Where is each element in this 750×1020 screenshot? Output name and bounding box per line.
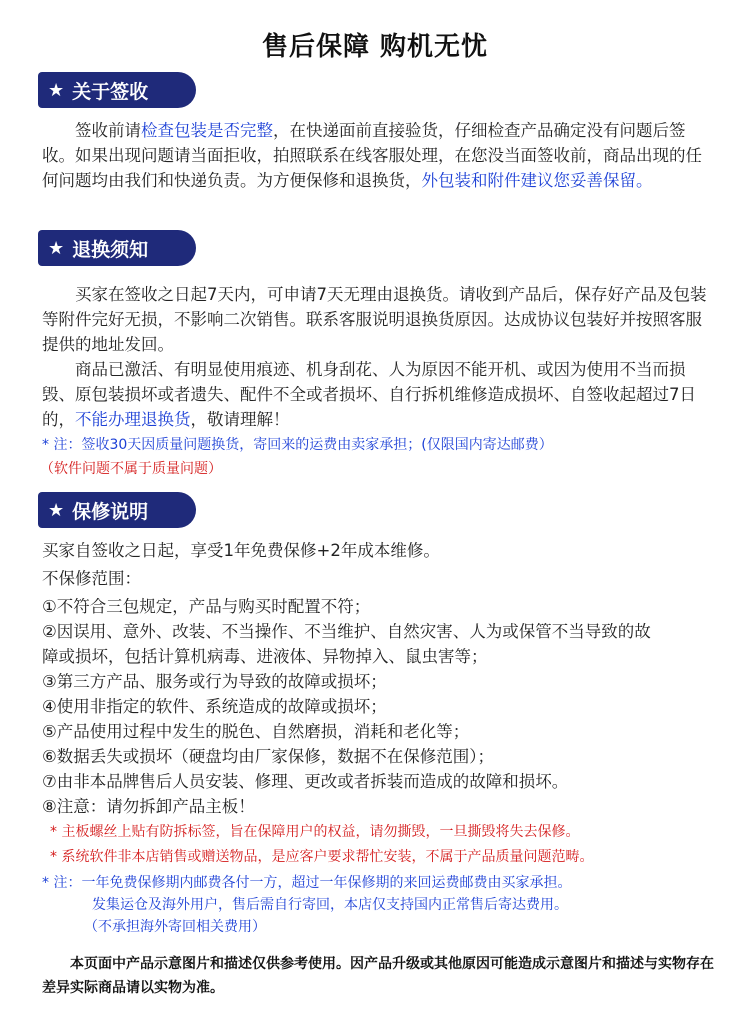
section-heading-warranty <box>38 492 196 528</box>
section-heading-sign <box>38 72 196 108</box>
sign-text-cont: ，在快递面前直接验货，仔细检查产品确定没有问题后签收。如果出现问题请当面拒收，拍照联系在线客服处理，在您没当面签收前，商品出现的任何问题均由我们和快递负责。为方便保修和退换货， <box>42 121 702 190</box>
warranty-item: ②因误用、意外、改装、不当操作、不当维护、自然灾害、人为或保管不当导致的故 <box>42 622 651 641</box>
sign-highlight-keep: 外包装和附件建议您妥善保留。 <box>421 171 653 190</box>
sign-paragraph <box>42 118 718 193</box>
returns-text: 商品已激活、有明显使用痕迹、机身刮花、人为原因不能开机、或因为使用不当而损毁、原包装损坏或者遗失、配件不全或者损坏、自行拆机维修造成损坏、自签收起超过7日的， <box>42 360 696 429</box>
warranty-scope-label: 不保修范围： <box>42 569 141 588</box>
warranty-blue-note: * 注：一年免费保修期内邮费各付一方，超过一年保修期的来回运费邮费由买家承担。 <box>42 875 572 891</box>
returns-note: * 注：签收30天因质量问题换货，寄回来的运费由卖家承担；(仅限国内寄达邮费） <box>42 437 553 453</box>
footer-disclaimer: 本页面中产品示意图片和描述仅供参考使用。因产品升级或其他原因可能造成示意图片和描述与实物存在差异实际商品请以实物为准。 <box>42 956 714 996</box>
returns-paragraph-2 <box>42 357 718 432</box>
section-heading-label: 关于签收 <box>72 80 149 103</box>
returns-text-end: ，敬请理解！ <box>190 410 290 429</box>
returns-note-software: （软件问题不属于质量问题） <box>40 461 222 477</box>
star-icon: ★ <box>48 499 65 521</box>
returns-paragraph-1: 买家在签收之日起7天内，可申请7天无理由退换货。请收到产品后，保存好产品及包装等附件完好无损，不影响二次销售。联系客服说明退换货原因。达成协议包装好并按照客服提供的地址发回。 <box>42 285 707 354</box>
warranty-item: ⑦由非本品牌售后人员安装、修理、更改或者拆装而造成的故障和损坏。 <box>42 772 569 791</box>
section-heading-returns <box>38 230 196 266</box>
warranty-item: ①不符合三包规定，产品与购买时配置不符； <box>42 597 371 616</box>
sign-text: 签收前请 <box>75 121 141 140</box>
warranty-item: ③第三方产品、服务或行为导致的故障或损坏； <box>42 672 387 691</box>
section-heading-label: 退换须知 <box>72 238 149 261</box>
warranty-blue-note: （不承担海外寄回相关费用） <box>84 919 266 935</box>
warranty-red-note: * 主板螺丝上贴有防拆标签，旨在保障用户的权益，请勿撕毁，一旦撕毁将失去保修。 <box>50 824 580 840</box>
returns-highlight: 不能办理退换货 <box>75 410 191 429</box>
warranty-item: ⑧注意：请勿拆卸产品主板！ <box>42 797 255 816</box>
warranty-item: ⑤产品使用过程中发生的脱色、自然磨损，消耗和老化等； <box>42 722 470 741</box>
sign-highlight-check: 检查包装是否完整 <box>141 121 273 140</box>
star-icon: ★ <box>48 237 65 259</box>
section-heading-label: 保修说明 <box>72 500 149 523</box>
star-icon: ★ <box>48 79 65 101</box>
warranty-item: ⑥数据丢失或损坏（硬盘均由厂家保修，数据不在保修范围）； <box>42 747 495 766</box>
warranty-item: ④使用非指定的软件、系统造成的故障或损坏； <box>42 697 387 716</box>
warranty-blue-note: 发集运仓及海外用户，售后需自行寄回，本店仅支持国内正常售后寄达费用。 <box>92 897 568 913</box>
warranty-red-note: * 系统软件非本店销售或赠送物品，是应客户要求帮忙安装，不属于产品质量问题范畴。 <box>50 849 594 865</box>
page-title: 售后保障 购机无忧 <box>261 32 489 62</box>
warranty-item: 障或损坏，包括计算机病毒、进液体、异物掉入、鼠虫害等； <box>42 647 488 666</box>
warranty-intro: 买家自签收之日起，享受1年免费保修+2年成本维修。 <box>42 541 440 560</box>
